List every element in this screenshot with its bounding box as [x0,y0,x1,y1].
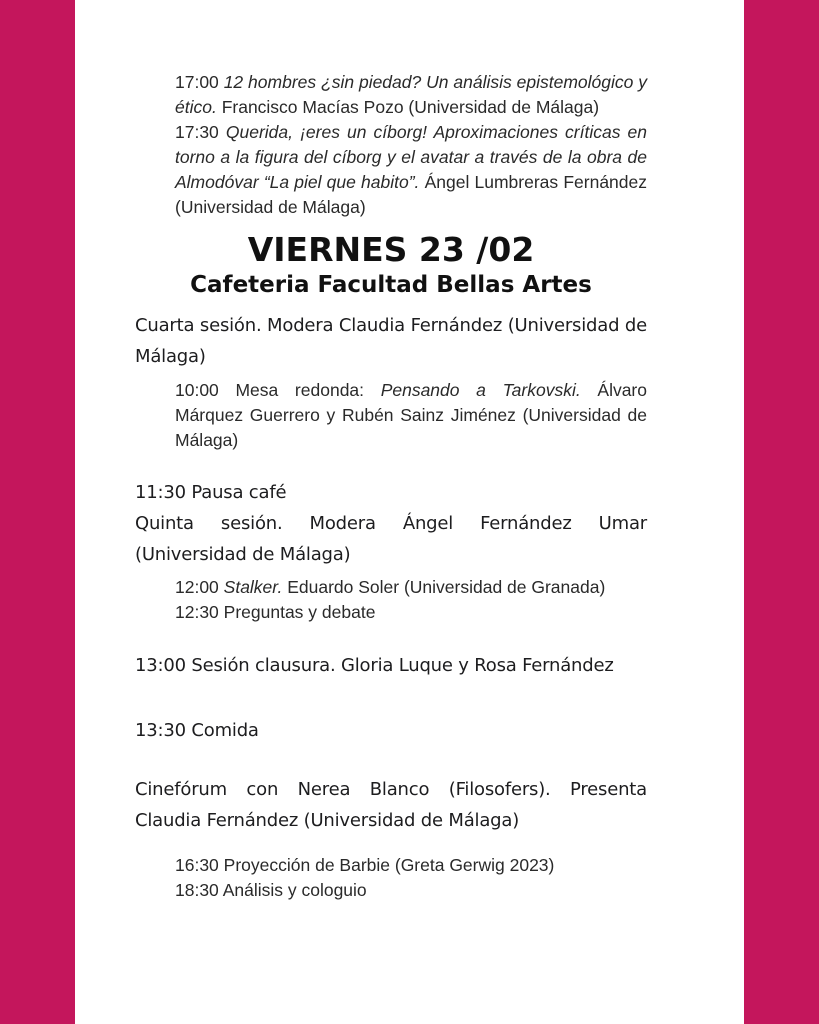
schedule-paragraph [135,650,647,681]
text-segment: Eduardo Soler (Universidad de Granada) [282,577,606,597]
italic-title-segment: Stalker. [223,577,283,597]
fourth-session-line [135,310,647,372]
text-segment: 11:30 Pausa café [135,482,287,503]
text-segment: Cuarta sesión. Modera Claudia Fernández (Universidad de Málaga) [135,315,647,367]
text-segment: 17:30 [175,122,226,142]
venue-subheading: Cafeteria Facultad Bellas Artes [190,272,592,298]
schedule-paragraph [135,853,647,878]
text-segment: Quinta sesión. Modera Ángel Fernández Umar (Universidad de Málaga) [135,513,647,565]
schedule-paragraph [135,774,647,836]
closing-session-line [135,650,647,681]
schedule-paragraph [135,878,647,903]
schedule-paragraph [135,70,647,120]
text-segment: 17:00 [175,72,224,92]
schedule-paragraph [135,600,647,625]
schedule-paragraph [135,575,647,600]
text-segment: 12:00 [175,577,224,597]
roundtable-entry [135,378,647,453]
evening-session-entries [135,70,647,220]
schedule-paragraph [135,715,647,746]
text-segment: 12:30 Preguntas y debate [175,602,376,622]
coffee-break-and-fifth-session [135,477,647,570]
screening-entries [135,853,647,903]
day-heading: VIERNES 23 /02 [247,230,535,269]
schedule-paragraph [135,120,647,220]
italic-title-segment: Pensando a Tarkovski. [380,380,581,400]
stalker-and-debate-entries [135,575,647,625]
text-segment: 13:30 Comida [135,720,259,741]
text-segment: 16:30 Proyección de Barbie (Greta Gerwig 2023) [175,855,555,875]
left-accent-bar [0,0,75,1024]
text-segment: 13:00 Sesión clausura. Gloria Luque y Rosa Fernández [135,655,614,676]
cineforum-line [135,774,647,836]
text-segment: Cinefórum con Nerea Blanco (Filosofers). Presenta Claudia Fernández (Universidad de Málaga) [135,779,647,831]
italic-title-segment: Querida, ¡eres un cíborg! Aproximaciones críticas en torno a la figura del cíborg y el avatar a través de la obra de Almodóvar “La piel que habito”. [175,122,648,192]
text-segment: 10:00 Mesa redonda: [175,380,381,400]
schedule-paragraph [135,310,647,372]
text-segment: Ángel Lumbreras Fernández (Universidad de Málaga) [175,172,647,217]
right-accent-bar [744,0,819,1024]
schedule-paragraph [135,378,647,453]
italic-title-segment: 12 hombres ¿sin piedad? Un análisis epistemológico y ético. [175,72,647,117]
schedule-paragraph [135,477,647,508]
lunch-line [135,715,647,746]
text-segment: Álvaro Márquez Guerrero y Rubén Sainz Jiménez (Universidad de Málaga) [175,380,647,450]
schedule-content [135,0,647,1024]
schedule-paragraph [135,508,647,570]
text-segment: Francisco Macías Pozo (Universidad de Málaga) [216,97,600,117]
text-segment: 18:30 Análisis y cologuio [175,880,367,900]
